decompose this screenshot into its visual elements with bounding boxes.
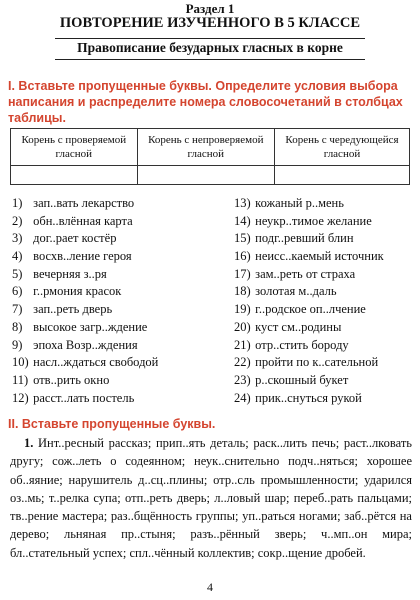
item-text: отр..стить бороду — [255, 337, 349, 352]
word-combination-item — [12, 266, 212, 284]
item-text: насл..ждаться свободой — [33, 355, 159, 370]
item-number: 23) — [234, 372, 251, 387]
subtitle-top-rule — [55, 38, 365, 39]
item-text: эпоха Возр..ждения — [33, 337, 138, 352]
section-title: ПОВТОРЕНИЕ ИЗУЧЕННОГО В 5 КЛАССЕ — [59, 15, 361, 31]
word-combination-item — [12, 354, 212, 372]
item-text: г..рмония красок — [33, 284, 122, 299]
word-combination-item — [234, 213, 420, 231]
exercise-number: 1. — [24, 436, 34, 450]
answer-cell-alternating[interactable] — [274, 166, 409, 185]
word-combination-item — [234, 301, 420, 319]
item-number: 11) — [12, 372, 29, 387]
word-combination-item — [12, 230, 212, 248]
item-number: 2) — [12, 213, 23, 228]
item-text: неукр..тимое желание — [255, 213, 372, 228]
subtitle-bottom-rule — [55, 59, 365, 60]
item-text: неисс..каемый источник — [255, 249, 384, 264]
word-combination-item — [12, 372, 212, 390]
item-number: 3) — [12, 231, 23, 246]
item-text: золотая м..даль — [255, 284, 337, 299]
word-combination-item — [12, 213, 212, 231]
item-number: 18) — [234, 284, 251, 299]
word-combination-item — [234, 390, 420, 408]
item-number: 5) — [12, 266, 23, 281]
item-number: 15) — [234, 231, 251, 246]
item-number: 13) — [234, 196, 251, 210]
item-number: 6) — [12, 284, 23, 299]
item-number: 19) — [234, 302, 251, 317]
item-number: 10) — [12, 355, 29, 370]
word-combination-item — [234, 372, 420, 390]
column-header-checked-vowel: Корень с проверяемой гласной — [11, 129, 138, 166]
item-number: 7) — [12, 302, 23, 317]
word-list-right-column — [234, 195, 420, 407]
spelling-conditions-table — [10, 128, 410, 185]
item-text: р..скошный букет — [255, 372, 349, 387]
item-number: 14) — [234, 213, 251, 228]
item-number: 4) — [12, 249, 23, 264]
item-text: кожаный р..мень — [255, 196, 344, 210]
item-text: зап..вать лекарство — [33, 196, 135, 210]
word-combination-item — [234, 283, 420, 301]
item-number: 20) — [234, 319, 251, 334]
item-text: дог..рает костёр — [33, 231, 117, 246]
exercise-paragraph: Инт..ресный рассказ; прип..ять деталь; раск..лить печь; раст..лковать другу; сож..леть о содеянном; неук..снительно подч..няться; хорошее об..яяние; нарушитель д..сц..плины; отр..сль промышленности; ударился оз..мь; т..релка супа; отп..реть дверь; л..ловый шар; переб..рать пальцами; тв..рение мастера; раз..бщённость группы; уп..раться ногами; заб..рётся на дерево; льняная пр..стыня; разъ..рённый зверь; ч..мп..он мира; бл..стательный успех; спл..чённый коллектив; сокр..щение дробей. — [10, 436, 412, 560]
item-text: подг..ревший блин — [255, 231, 354, 246]
item-number: 22) — [234, 355, 251, 370]
item-text: г..родское оп..лчение — [255, 302, 366, 317]
item-text: зап..реть дверь — [33, 302, 113, 317]
item-number: 17) — [234, 266, 251, 281]
task-2-exercise-text — [10, 434, 412, 562]
word-combination-item — [12, 319, 212, 337]
item-text: прик..снуться рукой — [255, 390, 362, 405]
subsection-title: Правописание безударных гласных в корне — [77, 40, 343, 55]
answer-cell-unchecked[interactable] — [137, 166, 274, 185]
item-text: расст..лать постель — [33, 390, 135, 405]
word-combination-item — [12, 195, 212, 213]
task-1-heading: I. Вставьте пропущенные буквы. Определите условия выбора написания и распределите номера словосочетаний в столбцах таблицы. — [8, 79, 403, 125]
word-combination-item — [234, 248, 420, 266]
item-number: 12) — [12, 390, 29, 405]
word-combination-item — [234, 195, 420, 213]
answer-cell-checked[interactable] — [11, 166, 138, 185]
word-combination-item — [12, 301, 212, 319]
task-2-heading: II. Вставьте пропущенные буквы. — [8, 417, 216, 431]
item-text: восхв..ление героя — [33, 249, 132, 264]
word-combination-item — [12, 390, 212, 408]
item-text: высокое загр..ждение — [33, 319, 148, 334]
item-text: зам..реть от страха — [255, 266, 356, 281]
item-number: 1) — [12, 196, 23, 210]
item-text: куст см..родины — [255, 319, 342, 334]
item-text: пройти по к..сательной — [255, 355, 379, 370]
word-list-left-column — [12, 195, 212, 407]
item-number: 16) — [234, 249, 251, 264]
word-combinations-list — [12, 195, 412, 405]
word-combination-item — [234, 230, 420, 248]
item-text: обн..влённая карта — [33, 213, 133, 228]
word-combination-item — [12, 337, 212, 355]
item-number: 21) — [234, 337, 251, 352]
column-header-alternating-vowel: Корень с чередующейся гласной — [274, 129, 409, 166]
column-header-unchecked-vowel: Корень с непроверяемой гласной — [137, 129, 274, 166]
item-number: 24) — [234, 390, 251, 405]
word-combination-item — [234, 354, 420, 372]
item-number: 8) — [12, 319, 23, 334]
item-text: вечерняя з..ря — [33, 266, 107, 281]
word-combination-item — [12, 283, 212, 301]
item-number: 9) — [12, 337, 23, 352]
page-number: 4 — [207, 580, 213, 594]
word-combination-item — [12, 248, 212, 266]
word-combination-item — [234, 337, 420, 355]
item-text: отв..рить окно — [33, 372, 110, 387]
word-combination-item — [234, 266, 420, 284]
word-combination-item — [234, 319, 420, 337]
section-label: Раздел 1 — [185, 1, 235, 16]
